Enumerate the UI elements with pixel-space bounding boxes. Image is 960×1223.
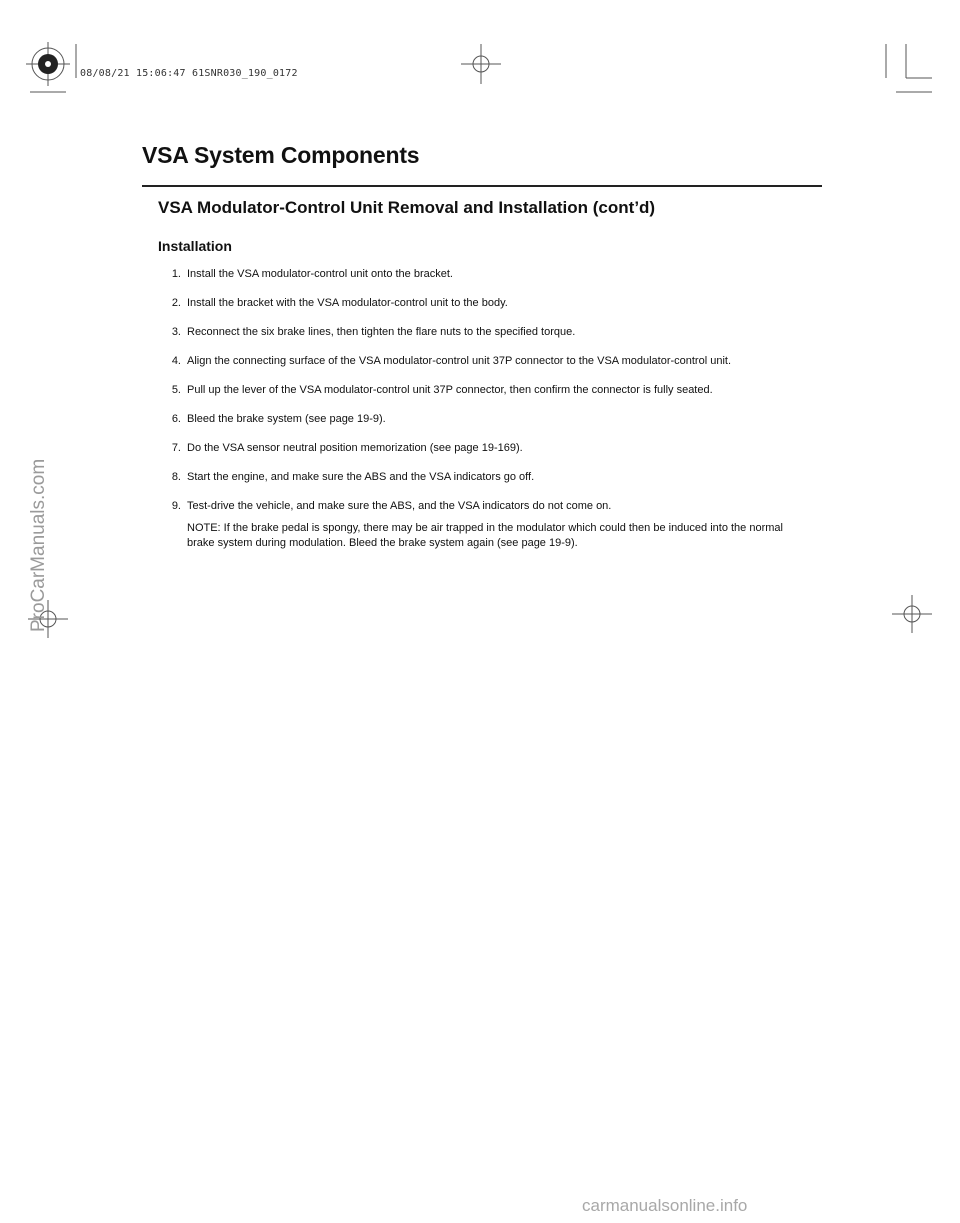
installation-heading: Installation — [158, 238, 232, 254]
step-number: 9. — [171, 500, 181, 512]
step-7 — [160, 441, 820, 456]
side-watermark: ProCarManuals.com — [28, 458, 49, 632]
step-number: 3. — [171, 326, 181, 338]
step-9 — [160, 499, 820, 514]
step-text: Install the VSA modulator-control unit onto the bracket. — [187, 268, 453, 280]
step-number: 7. — [171, 442, 181, 454]
step-3 — [160, 325, 820, 340]
step-number: 6. — [171, 413, 181, 425]
step-number: 8. — [171, 471, 181, 483]
step-1 — [160, 267, 820, 282]
step-2 — [160, 296, 820, 311]
installation-steps — [160, 267, 820, 551]
step-number: 5. — [171, 384, 181, 396]
bottom-watermark: carmanualsonline.info — [582, 1196, 748, 1215]
step-text: Test-drive the vehicle, and make sure the ABS, and the VSA indicators do not come on. — [187, 500, 612, 512]
section-title: VSA System Components — [142, 142, 420, 168]
step-number: 2. — [171, 297, 181, 309]
step-number: 1. — [171, 268, 181, 280]
step-text: Reconnect the six brake lines, then tighten the flare nuts to the specified torque. — [187, 326, 576, 338]
step-6 — [160, 412, 820, 427]
step-text: Do the VSA sensor neutral position memorization (see page 19-169). — [187, 442, 523, 454]
step-4 — [160, 354, 820, 369]
step-text: Bleed the brake system (see page 19-9). — [187, 413, 386, 425]
step-text: Start the engine, and make sure the ABS and the VSA indicators go off. — [187, 471, 535, 483]
step-text: Pull up the lever of the VSA modulator-control unit 37P connector, then confirm the connector is fully seated. — [187, 384, 713, 396]
title-rule — [142, 185, 822, 187]
step-text: Align the connecting surface of the VSA modulator-control unit 37P connector to the VSA modulator-control unit. — [187, 355, 732, 367]
procedure-title: VSA Modulator-Control Unit Removal and Installation (cont’d) — [158, 198, 656, 217]
step-5 — [160, 383, 820, 398]
print-stamp: 08/08/21 15:06:47 61SNR030_190_0172 — [80, 68, 298, 79]
step-8 — [160, 470, 820, 485]
step-note: NOTE: If the brake pedal is spongy, there may be air trapped in the modulator which could then be induced into the normal brake system during modulation. Bleed the brake system again (see page 19-9). — [187, 522, 783, 549]
step-number: 4. — [171, 355, 181, 367]
step-text: Install the bracket with the VSA modulator-control unit to the body. — [187, 297, 508, 309]
